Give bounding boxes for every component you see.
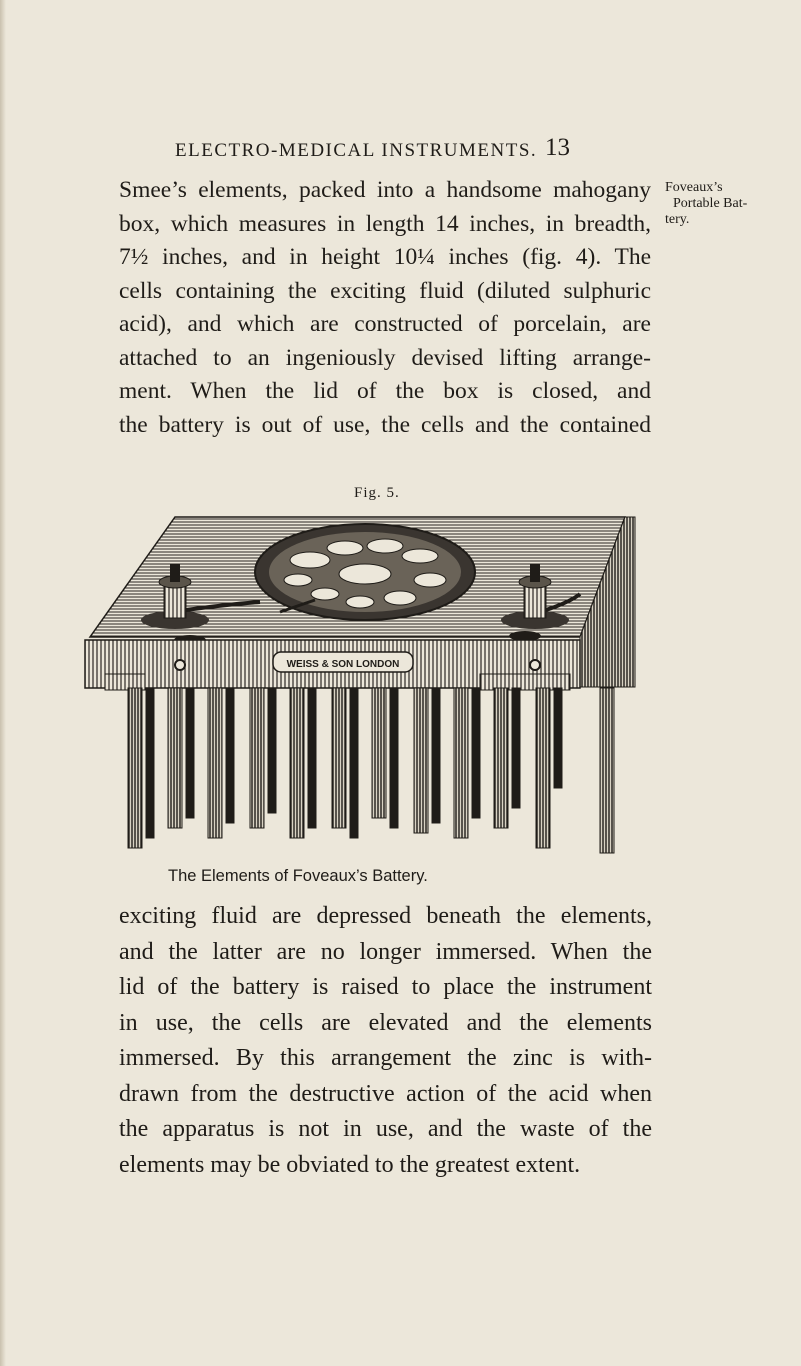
text-line: the battery is out of use, the cells and the contained: [119, 411, 651, 438]
text-line: lid of the battery is raised to place the instrument: [119, 974, 652, 1000]
text-line: in use, the cells are elevated and the elements: [119, 1009, 652, 1036]
paragraph-2: [119, 899, 652, 1183]
page-edge: [0, 0, 6, 1366]
margin-note: [665, 180, 801, 228]
margin-note-line: Foveaux’s: [665, 180, 723, 195]
battery-engraving: [80, 512, 640, 862]
battery-illustration: [80, 512, 640, 862]
running-head: ELECTRO-MEDICAL INSTRUMENTS.: [175, 140, 538, 161]
figure-caption: The Elements of Foveaux’s Battery.: [168, 867, 428, 885]
text-line: 7½ inches, and in height 10¼ inches (fig. 4). The: [119, 244, 651, 270]
maker-plate-text: WEISS & SON LONDON: [286, 659, 400, 670]
margin-note-line: tery.: [665, 212, 690, 227]
text-line: attached to an ingeniously devised lifting arrange-: [119, 344, 651, 371]
figure-label: Fig. 5.: [354, 485, 400, 501]
text-line: immersed. By this arrangement the zinc is with-: [119, 1045, 652, 1071]
text-line: exciting fluid are depressed beneath the elements,: [119, 903, 652, 929]
text-line: and the latter are no longer immersed. When the: [119, 938, 652, 965]
text-line: elements may be obviated to the greatest extent.: [119, 1151, 581, 1178]
page-number: 13: [545, 134, 570, 161]
margin-note-line: Portable Bat-: [673, 196, 748, 211]
text-line: acid), and which are constructed of porcelain, are: [119, 311, 651, 337]
text-line: cells containing the exciting fluid (diluted sulphuric: [119, 277, 651, 304]
text-line: ment. When the lid of the box is closed, and: [119, 378, 651, 404]
battery-plates: [128, 688, 614, 853]
text-line: box, which measures in length 14 inches, in breadth,: [119, 210, 651, 237]
text-line: Smee’s elements, packed into a handsome mahogany: [119, 177, 651, 203]
text-line: drawn from the destructive action of the acid when: [119, 1080, 652, 1107]
text-line: the apparatus is not in use, and the waste of the: [119, 1116, 652, 1142]
paragraph-1: [119, 174, 651, 442]
